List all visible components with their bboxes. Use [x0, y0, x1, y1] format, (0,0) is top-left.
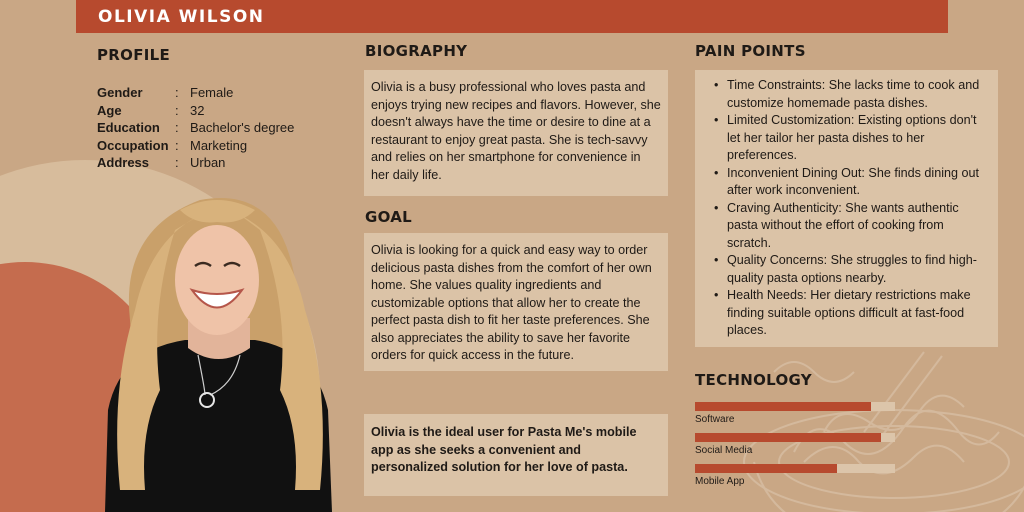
profile-separator: :	[175, 155, 179, 171]
profile-row-education	[97, 120, 294, 138]
goal-text: Olivia is looking for a quick and easy way to order delicious pasta dishes from the comfort of her own home. She values quality ingredients and customizable options that allow her to create the perfect pasta dish to fit her taste preferences. She also appreciates the ability to save her favorite orders for quick access in the future.	[371, 243, 652, 362]
tech-bar-fill	[695, 433, 881, 442]
list-item: • Quality Concerns: She struggles to find high-quality pasta options nearby.	[703, 252, 990, 287]
profile-separator: :	[175, 120, 179, 136]
tech-label: Software	[695, 414, 735, 425]
pain-points-list	[703, 77, 990, 340]
profile-row-occupation	[97, 138, 294, 156]
biography-heading: BIOGRAPHY	[365, 42, 468, 60]
profile-row-gender	[97, 85, 294, 103]
profile-value: Bachelor's degree	[190, 120, 295, 136]
profile-value: Female	[190, 85, 234, 100]
persona-name: OLIVIA WILSON	[98, 7, 265, 27]
profile-key: Age	[97, 102, 122, 118]
profile-key: Gender	[97, 85, 143, 100]
list-item: • Health Needs: Her dietary restrictions make finding suitable options difficult at fast-food places.	[703, 287, 990, 340]
profile-separator: :	[175, 85, 179, 100]
list-item: • Inconvenient Dining Out: She finds dining out after work inconvenient.	[703, 165, 990, 200]
tech-bar-fill	[695, 464, 837, 473]
list-item: • Time Constraints: She lacks time to cook and customize homemade pasta dishes.	[703, 77, 990, 112]
tech-label: Mobile App	[695, 476, 745, 487]
list-item: • Craving Authenticity: She wants authentic pasta without the effort of cooking from scratch.	[703, 200, 990, 253]
goal-card	[364, 233, 668, 371]
tech-label: Social Media	[695, 445, 753, 456]
summary-text: Olivia is the ideal user for Pasta Me's mobile app as she seeks a convenient and personalized solution for her love of pasta.	[371, 425, 637, 474]
profile-value: 32	[190, 102, 205, 118]
profile-row-age	[97, 103, 294, 121]
summary-card	[364, 414, 668, 496]
list-item: • Limited Customization: Existing options don't let her tailor her pasta dishes to her preferences.	[703, 112, 990, 165]
pain-points-heading: PAIN POINTS	[695, 42, 806, 60]
tech-bar-fill	[695, 402, 871, 411]
profile-heading: PROFILE	[97, 46, 171, 64]
goal-heading: GOAL	[365, 208, 413, 226]
profile-separator: :	[175, 102, 179, 118]
profile-key: Address	[97, 155, 150, 171]
biography-card	[364, 70, 668, 196]
technology-heading: TECHNOLOGY	[695, 371, 812, 389]
profile-value: Marketing	[190, 137, 248, 153]
profile-separator: :	[175, 137, 179, 153]
pain-points-card	[695, 70, 998, 347]
profile-key: Education	[97, 120, 160, 136]
name-header-bar	[76, 0, 948, 33]
persona-photo	[90, 190, 350, 512]
profile-key: Occupation	[97, 137, 169, 153]
profile-value: Urban	[190, 155, 226, 171]
profile-row-address	[97, 155, 294, 173]
profile-details	[97, 85, 294, 173]
biography-text: Olivia is a busy professional who loves pasta and enjoys trying new recipes and flavors. However, she doesn't always have the time or desire to dine at a restaurant to enjoy great pasta. She is tech-savvy and relies on her smartphone for convenience in her daily life.	[371, 80, 661, 182]
